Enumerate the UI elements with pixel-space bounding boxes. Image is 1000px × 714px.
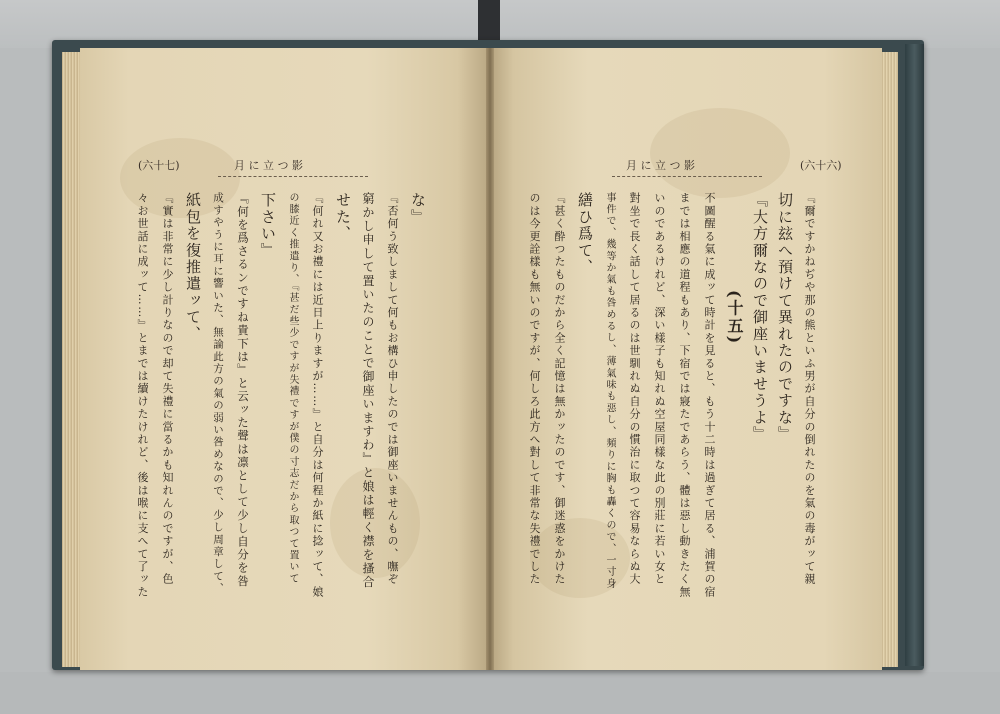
left-header-rule: [218, 176, 368, 177]
right-text-line: 繕ひ爲て、: [576, 192, 594, 276]
right-text-line: 『大方爾なので御座いませうよ』: [751, 192, 769, 443]
left-text-line: 窮かし申して置いたのことで御座いますわ』と娘は輕く襟を搔合: [361, 192, 375, 590]
left-text-line: 『實は非常に少し計りなので却て失禮に當るかも知れんのですが、色: [161, 192, 174, 586]
left-folio: (六十七): [138, 159, 180, 172]
left-text-line: な』: [409, 192, 427, 226]
right-folio: (六十六): [800, 159, 842, 172]
right-text-line: 不圖醒る氣に成ッて時計を見ると、もう十二時は過ぎて居る、浦賀の宿: [703, 192, 716, 599]
left-text-line: 『何れ又お禮には近日上りますが……』と自分は何程か紙に捻ッて、娘: [311, 192, 324, 599]
right-text-line: 事件で、幾等か氣も咎めるし、薄氣味も惡し、頻りに胸も轟くので、一寸身: [604, 192, 615, 590]
right-text-line: 『甚く酔つたものだから全く記憶は無かッたのです、御迷惑をかけた: [553, 192, 566, 586]
right-text-line: のは今更詮樣も無いのですが、何しろ此方へ對して非常な失禮でした: [528, 192, 541, 586]
left-page-edges: [62, 52, 82, 667]
left-text-line: 下さい』: [259, 192, 277, 259]
right-header-rule: [612, 176, 762, 177]
chapter-heading: (十五): [725, 290, 744, 346]
left-text-line: せた、: [334, 192, 352, 243]
right-text-line: 對坐で長く話して居るのは世馴れぬ自分の慣治に取つて容易ならぬ大: [628, 192, 641, 586]
book-spine-edge: [905, 44, 924, 666]
left-text-line: 紙包を復推遣ッて、: [184, 192, 202, 343]
right-text-line: 『爾ですかねぢや那の熊といふ男が自分の倒れたのを氣の毒がッて親: [803, 192, 816, 586]
right-running-title: 月 に 立 つ 影: [626, 159, 695, 172]
left-running-title: 月 に 立 つ 影: [234, 159, 303, 172]
left-text-line: の膝近く推遣り、『甚だ些少ですが失禮ですが僕の寸志だから取つて置いて: [287, 192, 298, 585]
left-text-line: 『何を爲さるンですね貴下は』と云ッた聲は凛として少し自分を咎: [236, 192, 250, 588]
right-text-line: までは相應の道程もあり、下宿では寢たであらう、體は惡し動きたく無: [678, 192, 691, 599]
book-gutter: [486, 48, 494, 670]
paper-stain: [650, 108, 790, 198]
right-text-line: いのであるけれど、深い樣子も知れぬ空屋同樣な此の別莊に若い女と: [653, 192, 666, 586]
left-text-line: 々お世話に成ッて……』とまでは續けたけれど、後は喉に支へて了ッた: [136, 192, 149, 599]
left-text-line: 『否何う致しまして何もお構ひ申したのでは御座いませんもの、嘸ぞ: [386, 192, 399, 586]
background-bottom: [0, 672, 1000, 714]
right-text-line: 切に玆へ預けて異れたのですな』: [776, 192, 794, 443]
left-text-line: 成すやうに耳に響いた、無論此方の氣の弱い咎めなので、少し周章して、: [212, 192, 224, 595]
